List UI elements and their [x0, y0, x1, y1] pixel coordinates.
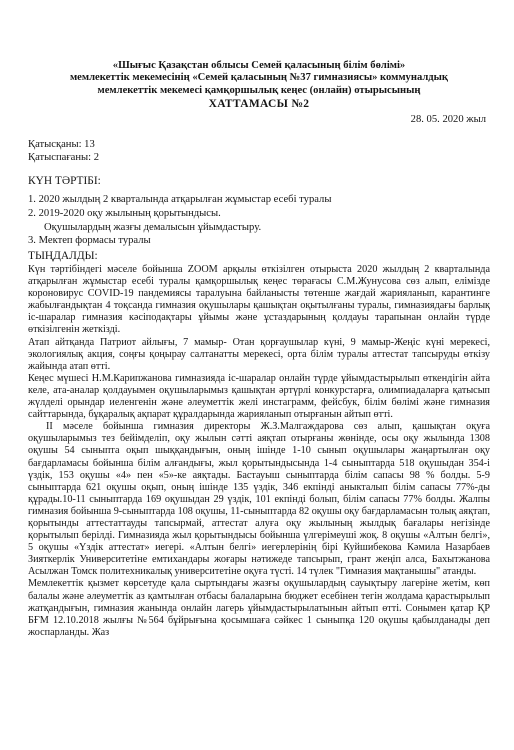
header-line-1: «Шығыс Қазақстан облысы Семей қаласының білім бөлімі» [112, 60, 406, 71]
listened-heading: ТЫҢДАЛДЫ: [28, 250, 98, 262]
document-header [28, 60, 490, 110]
body-paragraph: Кеңес мүшесі Н.М.Карипжанова гимназияда іс-шаралар онлайн түрде ұйымдастырылып өткендігін айта келе, ата-аналар қолдауымен оқушыларымыз қашықтан әртүрлі конкурстарға, олимпиадаларға қатысып жүлделі орындар иеленгенін және әлеуметтік желі инстаграмм, фейсбук, білім бөлімі және гимназия сайттарында, бұқаралық ақпарат құралдарында жарияланып отырғанын айтып өтті. [28, 372, 490, 421]
header-line-3: мемлекеттік мекемесі қамқоршылық кеңес (онлайн) отырысының [97, 84, 421, 96]
document-date: 28. 05. 2020 жыл [410, 114, 486, 125]
body-paragraph: Атап айтқанда Патриот айлығы, 7 мамыр- Отан қорғаушылар күні, 9 мамыр-Жеңіс күні мерекесі, экологиялық акция, соңғы қоңырау салтанатты мерекесі, орта білім туралы аттестат тапсыруды өткізу жайында атап өтті. [28, 336, 490, 372]
body-paragraph: ІІ мәселе бойынша гимназия директоры Ж.З.Малгаждарова сөз алып, қашықтан оқуға оқушыларымыз тез бейімделіп, оқу жылын сәтті аяқтап отырғаны жөнінде, осы оқу жылында 1308 оқушы 54 сыныпта оқып шыққандығын, оның ішінде 1-10 сынып оқушылары жаңартылған оқу бағдарламасы бойынша білім алғандығы, жыл қорытындысында 1-4 сыныптарда 518 оқушыдан 354-і үздік, 153 оқушы «4» пен «5»-ке аяқтады. Бастауыш сыныптарда білім сапасы 98 % болды. 5-9 сыныптарда 621 оқушы оқып, оның ішінде 135 үздік, 346 екпінді аныкталып білім сапасы 77%-ды құрады.10-11 сыныптарда 169 оқушыдан 29 үздік, 101 екпінді болып, білім сапасы 77% болды. Жалпы гимназия бойынша 9-сыныптарда 108 оқушы, 11-сыныптарда 82 оқушы оқу бағдарламасын толық аяқтап, қорытынды аттестаттауды тапсырмай, аттестат алуға оқу жылының жылдық бағалары негізінде қорытылып берілді. Гимназияда жыл қорытындысы бойынша үлгерімеуші жоқ. 8 оқушы «Алтын белгі», 5 оқушы «Үздік аттестат» иегері. «Алтын белгі» иегерлерінің бірі Куйшибекова Кәмила Назарбаев Зияткерлік Университетіне емтихандары жоғары нәтижеде тапсырып, грант жеңіп алса, Бахытжанова Асылжан Томск политехникалық университетіне оқуға түсті. 14 түлек "Гимназия мақтанышы" атанды. [28, 421, 491, 578]
agenda-item: 3. Мектеп формасы туралы [28, 235, 151, 247]
agenda-item: Оқушылардың жазғы демалысын ұйымдастыру. [44, 221, 262, 233]
document-title: ХАТТАМАСЫ №2 [208, 97, 310, 110]
agenda-heading: КҮН ТӘРТІБІ: [28, 175, 101, 187]
body-paragraph: Мемлекеттік қызмет көрсетуде қала сыртындағы жазғы оқушылардың сауықтыру лагеріне жетім, көп балалы және әлеуметтік аз қамтылған отбасы балаларына бюджет есебінен тегін жолдама қарастырылып жатқандығын, гимназия жанында онлайн лагерь ұйымдастырылатынын айтып өтті. Сонымен қатар ҚР БҒМ 12.10.2018 жылғы №564 бұйрығына қосымшаға сәйкес 1 сыныпқа 120 оқушы қабылданады деп жоспарланды. Жаз [28, 578, 490, 638]
attendance-present: Қатысқаны: 13 [28, 139, 95, 150]
header-line-2: мемлекеттік мекемесінің «Семей қаласының №37 гимназиясы» коммуналдық [69, 72, 449, 84]
minutes-body [28, 264, 490, 639]
agenda-list [28, 193, 468, 248]
agenda-item: 2. 2019-2020 оқу жылының қорытындысы. [28, 207, 221, 219]
body-paragraph: Күн тәртібіндегі мәселе бойынша ZOOM арқылы өткізілген отырыста 2020 жылдың 2 кварталында атқарылған жұмыстар есебі туралы қамқоршылық кеңес төрағасы С.М.Жунусова сөз алып, елімізде короновирус COVID-19 пандемиясы таралуына байланысты төтенше жағдай жарияланып, карантинге жабылғандықтан 4 тоқсанда гимназия оқушылары қашықтан оқытылғаны туралы, гимназиядағы барлық іс-шаралар гимназия кәсіподақтары ұйымы және ұстаздарының қолдауы тарапынан онлайн түрде өткізілгенін жеткізді. [28, 264, 490, 336]
attendance-block [28, 138, 99, 164]
agenda-item: 1. 2020 жылдың 2 кварталында атқарылған жұмыстар есебі туралы [28, 194, 332, 205]
attendance-absent: Қатыспағаны: 2 [28, 152, 100, 163]
